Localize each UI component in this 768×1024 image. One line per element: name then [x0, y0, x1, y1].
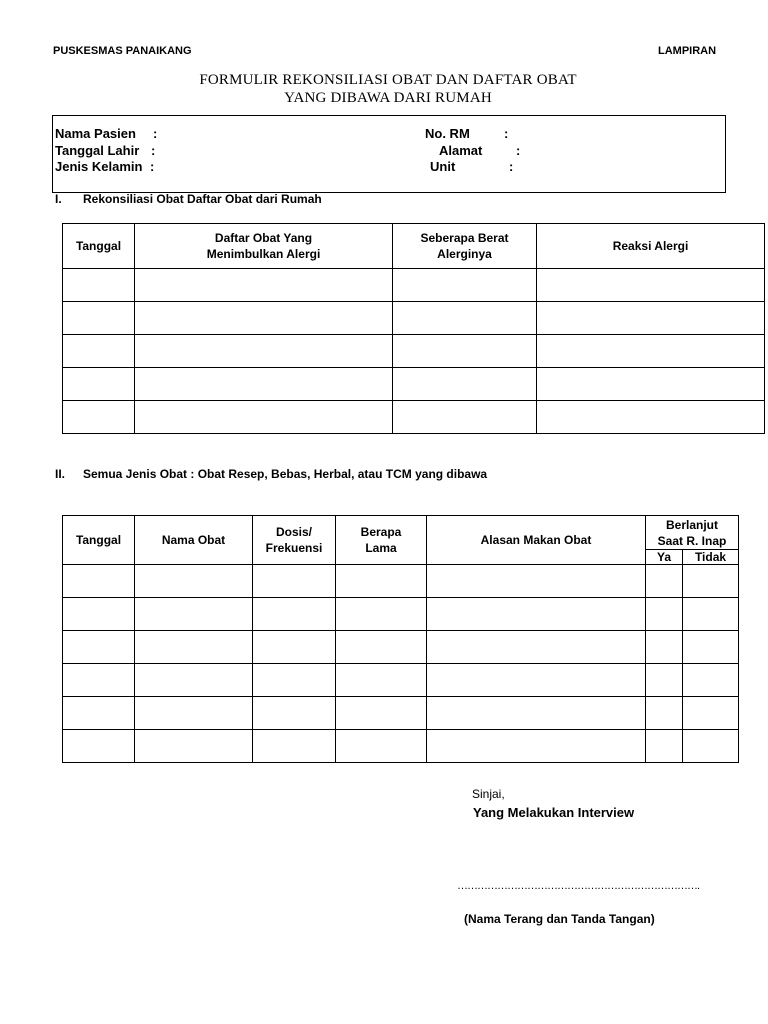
table-cell[interactable] — [646, 565, 683, 598]
colon: : — [509, 159, 514, 174]
col-seberapa-berat — [393, 224, 537, 269]
table-cell[interactable] — [336, 697, 427, 730]
table-cell[interactable] — [646, 664, 683, 697]
header-right: LAMPIRAN — [658, 45, 717, 57]
table-cell[interactable] — [683, 664, 739, 697]
table-row — [63, 269, 765, 302]
table-cell[interactable] — [253, 664, 336, 697]
table-cell[interactable] — [63, 664, 135, 697]
col-ya: Ya — [646, 550, 683, 565]
table-cell[interactable] — [63, 368, 135, 401]
col-daftar-obat — [135, 224, 393, 269]
section1-title: Rekonsiliasi Obat Daftar Obat dari Rumah — [83, 192, 322, 206]
table-cell[interactable] — [393, 335, 537, 368]
table-cell[interactable] — [63, 697, 135, 730]
col-berlanjut-line1: Berlanjut — [665, 517, 718, 532]
table-row — [63, 598, 739, 631]
table-cell[interactable] — [63, 730, 135, 763]
table-cell[interactable] — [135, 401, 393, 434]
table-cell[interactable] — [393, 368, 537, 401]
table-cell[interactable] — [336, 565, 427, 598]
table-cell[interactable] — [253, 598, 336, 631]
table-cell[interactable] — [393, 401, 537, 434]
table-cell[interactable] — [646, 598, 683, 631]
table-cell[interactable] — [63, 598, 135, 631]
table-cell[interactable] — [253, 631, 336, 664]
colon: : — [150, 159, 155, 174]
table-cell[interactable] — [427, 631, 646, 664]
header-left: PUSKESMAS PANAIKANG — [53, 45, 192, 57]
form-title-line2: YANG DIBAWA DARI RUMAH — [284, 90, 492, 106]
table-cell[interactable] — [253, 565, 336, 598]
table-cell[interactable] — [683, 565, 739, 598]
table-cell[interactable] — [683, 697, 739, 730]
table-row — [63, 368, 765, 401]
table-cell[interactable] — [336, 598, 427, 631]
col-tidak: Tidak — [683, 550, 739, 565]
table-cell[interactable] — [537, 368, 765, 401]
table-cell[interactable] — [646, 730, 683, 763]
col-daftar-obat-line2: Menimbulkan Alergi — [206, 247, 321, 261]
col-reaksi-alergi: Reaksi Alergi — [537, 224, 765, 269]
table-cell[interactable] — [683, 730, 739, 763]
table-cell[interactable] — [537, 269, 765, 302]
jenis-kelamin-label: Jenis Kelamin — [55, 159, 143, 174]
col-berlanjut — [646, 516, 739, 550]
table-row — [63, 565, 739, 598]
table-cell[interactable] — [135, 730, 253, 763]
table-cell[interactable] — [63, 302, 135, 335]
colon: : — [153, 126, 158, 141]
alamat-label: Alamat — [439, 143, 483, 158]
col-dosis-line2: Frekuensi — [265, 541, 323, 555]
table-row — [63, 697, 739, 730]
table-cell[interactable] — [135, 368, 393, 401]
table-cell[interactable] — [427, 598, 646, 631]
signature-line: ………………………………………………………………. — [457, 880, 700, 892]
no-rm-label: No. RM — [425, 126, 470, 141]
table-cell[interactable] — [393, 302, 537, 335]
table-cell[interactable] — [427, 697, 646, 730]
col-berapa-lama — [336, 516, 427, 565]
col-tanggal: Tanggal — [63, 224, 135, 269]
table-cell[interactable] — [135, 598, 253, 631]
signature-role: Yang Melakukan Interview — [473, 805, 635, 820]
table-cell[interactable] — [135, 565, 253, 598]
table-row — [63, 730, 739, 763]
table-cell[interactable] — [537, 335, 765, 368]
col-berlanjut-line2: Saat R. Inap — [657, 533, 727, 548]
table-cell[interactable] — [537, 401, 765, 434]
col-alasan: Alasan Makan Obat — [427, 516, 646, 565]
col-nama-obat: Nama Obat — [135, 516, 253, 565]
col-seberapa-berat-line2: Alerginya — [437, 247, 492, 261]
table-cell[interactable] — [135, 664, 253, 697]
table-row — [63, 631, 739, 664]
section2-title: Semua Jenis Obat : Obat Resep, Bebas, Herbal, atau TCM yang dibawa — [83, 467, 488, 481]
table-cell[interactable] — [63, 401, 135, 434]
table-cell[interactable] — [336, 730, 427, 763]
medication-table — [62, 515, 739, 763]
table-cell[interactable] — [253, 730, 336, 763]
table-row — [63, 335, 765, 368]
section2-number: II. — [55, 467, 66, 481]
table-cell[interactable] — [683, 631, 739, 664]
col-berapa-line2: Lama — [365, 541, 397, 555]
table-cell[interactable] — [646, 631, 683, 664]
table-cell[interactable] — [427, 565, 646, 598]
col-daftar-obat-line1: Daftar Obat Yang — [214, 231, 313, 245]
table-cell[interactable] — [135, 269, 393, 302]
table-cell[interactable] — [63, 335, 135, 368]
tanggal-lahir-label: Tanggal Lahir — [55, 143, 140, 158]
col-berapa-line1: Berapa — [360, 525, 402, 539]
colon: : — [151, 143, 156, 158]
colon: : — [516, 143, 521, 158]
table-row — [63, 664, 739, 697]
table-row — [63, 302, 765, 335]
table-cell[interactable] — [427, 730, 646, 763]
table-cell[interactable] — [63, 631, 135, 664]
table-row — [63, 401, 765, 434]
col-seberapa-berat-line1: Seberapa Berat — [420, 231, 509, 245]
table-cell[interactable] — [336, 631, 427, 664]
form-title-line1: FORMULIR REKONSILIASI OBAT DAN DAFTAR OBAT — [199, 72, 577, 88]
table-cell[interactable] — [393, 269, 537, 302]
table-cell[interactable] — [646, 697, 683, 730]
table-cell[interactable] — [336, 664, 427, 697]
section1-number: I. — [55, 192, 62, 206]
table-cell[interactable] — [683, 598, 739, 631]
unit-label: Unit — [430, 159, 456, 174]
col-tanggal: Tanggal — [63, 516, 135, 565]
col-dosis — [253, 516, 336, 565]
signature-caption: (Nama Terang dan Tanda Tangan) — [464, 912, 655, 926]
table-cell[interactable] — [537, 302, 765, 335]
col-dosis-line1: Dosis/ — [275, 525, 312, 539]
allergy-table — [62, 223, 765, 434]
signature-place: Sinjai, — [472, 787, 505, 801]
table-cell[interactable] — [135, 697, 253, 730]
table-cell[interactable] — [135, 335, 393, 368]
table-cell[interactable] — [427, 664, 646, 697]
colon: : — [504, 126, 509, 141]
table-cell[interactable] — [135, 631, 253, 664]
nama-pasien-label: Nama Pasien — [55, 126, 136, 141]
table-cell[interactable] — [135, 302, 393, 335]
table-cell[interactable] — [63, 565, 135, 598]
table-cell[interactable] — [253, 697, 336, 730]
table-cell[interactable] — [63, 269, 135, 302]
